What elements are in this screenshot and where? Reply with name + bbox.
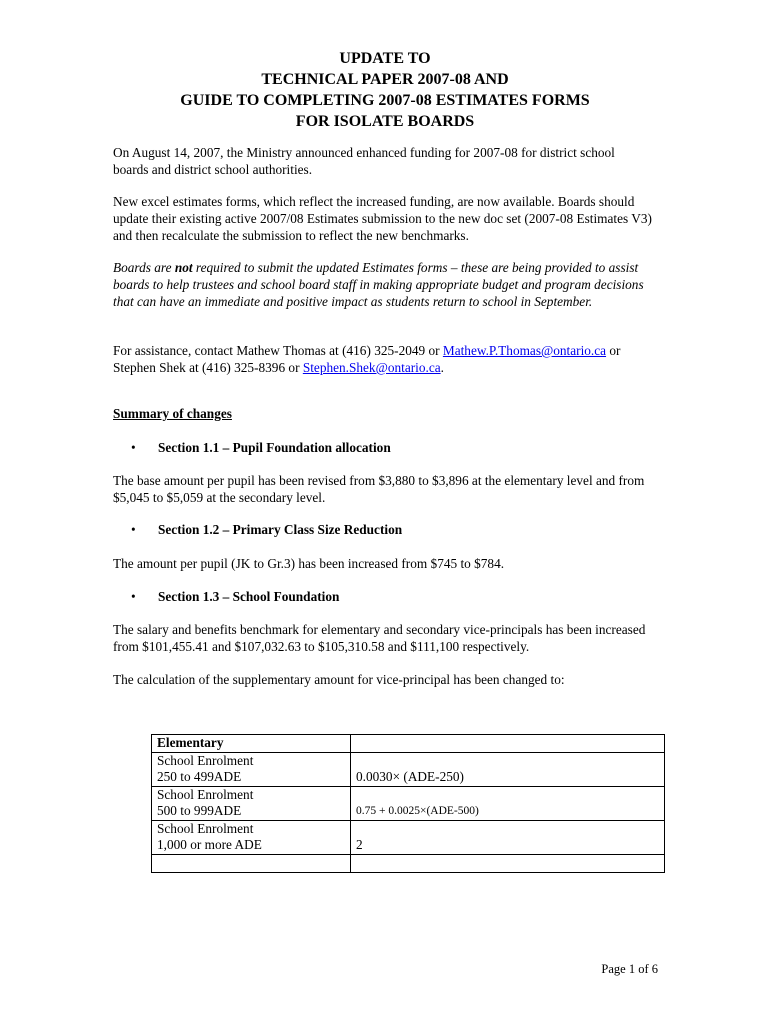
contact-paragraph: For assistance, contact Mathew Thomas at (416) 325-2049 or Mathew.P.Thomas@ontario.ca or Stephen Shek at (416) 325-8396 or Stephen.Shek@ontario.ca. <box>113 343 621 375</box>
bullet-icon: • <box>131 589 136 604</box>
calculation-intro: The calculation of the supplementary amount for vice-principal has been changed to: <box>113 672 565 687</box>
table-cell: 2 <box>351 820 665 854</box>
intro-paragraph-2: New excel estimates forms, which reflect the increased funding, are now available. Boards should update their existing active 2007/08 Estimates submission to the new doc set (2007-08 Estimates V3) and then recalculate the submission to reflect the new benchmarks. <box>113 194 652 243</box>
document-title <box>0 48 770 132</box>
table-cell: 0.75 + 0.0025×(ADE-500) <box>351 786 665 820</box>
table-cell: 0.0030× (ADE-250) <box>351 752 665 786</box>
intro-paragraph-3: Boards are not required to submit the updated Estimates forms – these are being provided to assist boards to help trustees and school board staff in making appropriate budget and program decisions that can have an immediate and positive impact as students return to school in September. <box>113 260 644 309</box>
table-cell <box>351 854 665 872</box>
title-line: GUIDE TO COMPLETING 2007-08 ESTIMATES FORMS <box>180 92 590 109</box>
section-text-1-3: The salary and benefits benchmark for elementary and secondary vice-principals has been increased from $101,455.41 and $107,032.63 to $105,310.58 and $111,100 respectively. <box>113 622 646 654</box>
email-link-mathew[interactable]: Mathew.P.Thomas@ontario.ca <box>442 343 607 358</box>
table-row <box>152 854 665 872</box>
table-row <box>152 735 665 753</box>
intro-paragraph-1: On August 14, 2007, the Ministry announced enhanced funding for 2007-08 for district school boards and district school authorities. <box>113 145 615 177</box>
title-line: UPDATE TO <box>339 50 431 67</box>
email-link-stephen[interactable]: Stephen.Shek@ontario.ca <box>302 360 441 375</box>
section-text-1-2: The amount per pupil (JK to Gr.3) has been increased from $745 to $784. <box>113 556 505 571</box>
table-row <box>152 786 665 820</box>
table-cell: School Enrolment 1,000 or more ADE <box>152 820 351 854</box>
page-number: Page 1 of 6 <box>601 962 658 976</box>
table-cell <box>152 854 351 872</box>
table-row <box>152 752 665 786</box>
table-cell: School Enrolment 250 to 499ADE <box>152 752 351 786</box>
bullet-icon: • <box>131 522 136 537</box>
table-header-cell: Elementary <box>152 735 351 753</box>
title-line: TECHNICAL PAPER 2007-08 AND <box>261 71 509 88</box>
table-row <box>152 820 665 854</box>
vice-principal-table <box>151 734 665 873</box>
title-line: FOR ISOLATE BOARDS <box>295 113 475 130</box>
bullet-icon: • <box>131 440 136 455</box>
table-cell <box>351 735 665 753</box>
summary-heading: Summary of changes <box>113 406 232 421</box>
table-cell: School Enrolment 500 to 999ADE <box>152 786 351 820</box>
section-text-1-1: The base amount per pupil has been revised from $3,880 to $3,896 at the elementary level and from $5,045 to $5,059 at the secondary level. <box>113 473 645 505</box>
